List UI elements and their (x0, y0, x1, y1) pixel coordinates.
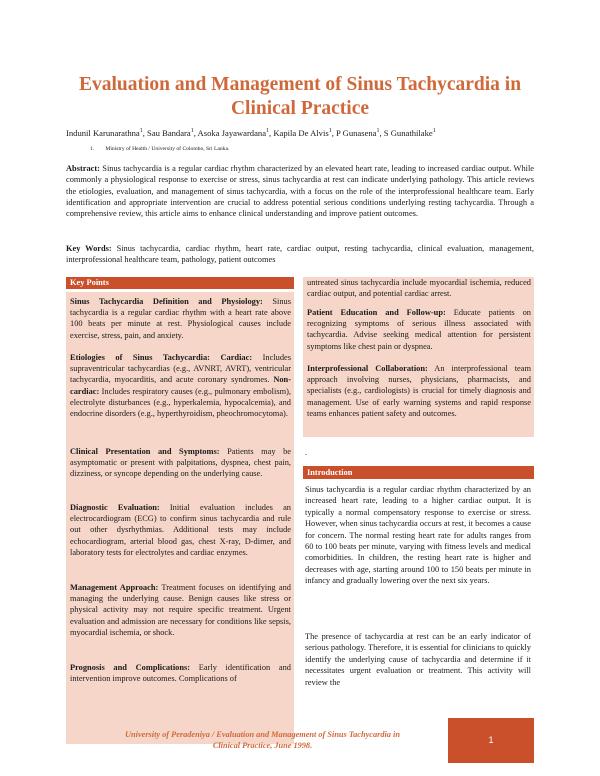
keywords-text: Sinus tachycardia, cardiac rhythm, heart rate, cardiac output, resting tachycardia, clinical evaluation, management, interprofessional healthcare team, pathology, patient outcomes (66, 244, 535, 265)
key-points-box-right (303, 277, 534, 437)
affiliation: 1. Ministry of Health / University of Colombo, Sri Lanka. (90, 146, 230, 152)
introduction-paragraph: Sinus tachycardia is a regular cardiac rhythm characterized by an increased heart rate, leading to a higher cardiac output. It is typically a normal compensatory response to exercise or stress. However, when sinus tachycardia occurs at rest, it becomes a cause for concern. The normal resting heart rate for adults ranges from 60 to 100 beats per minute, varying with fitness levels and medical comorbidities. In children, the resting heart rate is higher and decreases with age, starting around 100 to 150 beats per minute in infancy and gradually lowering over the next six years. (305, 485, 531, 586)
author: Kapila De Alvis (273, 127, 329, 138)
author: S Gunathilake (383, 127, 433, 138)
key-point: untreated sinus tachycardia include myocardial ischemia, reduced cardiac output, and potential cardiac arrest. (307, 278, 531, 299)
paper-title: Evaluation and Management of Sinus Tachycardia in Clinical Practice (78, 74, 522, 119)
key-point: Patient Education and Follow-up: Educate patients on recognizing symptoms of serious illness associated with tachycardia. Advise seeking medical attention for persistent symptoms like chest pain or dyspnea. (307, 308, 531, 351)
abstract (66, 163, 534, 219)
author: Indunil Karunarathna (66, 127, 140, 138)
author: P Gunasena (336, 127, 377, 138)
key-point: Prognosis and Complications: Early identification and intervention improve outcomes. Complications of (70, 663, 291, 684)
key-point: Interprofessional Collaboration: An interprofessional team approach involving nurses, physicians, pharmacists, and specialists (e.g., cardiologists) is crucial for timely diagnosis and management. Use of early warning systems and rapid response teams enhances patient safety and outcomes. (307, 364, 531, 418)
abstract-text: Sinus tachycardia is a regular cardiac rhythm characterized by an elevated heart rate, leading to increased cardiac output. While commonly a physiological response to exercise or stress, sinus tachycardia at rest can indicate underlying pathology. This article reviews the etiologies, evaluation, and management of sinus tachycardia, with a focus on the role of the interprofessional healthcare team. Early identification and appropriate intervention are crucial to address potential serious conditions underlying resting tachycardia. Through a comprehensive review, this article aims to enhance clinical understanding and improve patient outcomes. (66, 164, 534, 219)
author-list: Indunil Karunarathna$^1$, Sau Bandara$^1$, Asoka Jayawardana$^1$, Kapila De Alvis$^1$, P Gunasena$^1$, S Gunathilake$^1$ (66, 127, 436, 138)
author: Sau Bandara (147, 127, 191, 138)
introduction-paragraph: The presence of tachycardia at rest can be an early indicator of serious pathology. Therefore, it is essential for clinicians to quickly identify the underlying cause of tachycardia and determine if it necessitates urgent evaluation or treatment. This activity will review the (305, 632, 531, 687)
author: Asoka Jayawardana (197, 127, 267, 138)
keywords-label: Key Words: (66, 244, 112, 253)
keywords (66, 243, 534, 266)
stray-dot: . (305, 448, 307, 457)
introduction-heading: Introduction (303, 466, 534, 479)
page-number: 1 (448, 718, 534, 763)
key-point: Diagnostic Evaluation: Initial evaluation includes an electrocardiogram (ECG) to confirm sinus tachycardia and rule out other dysrhythmias. Additional tests may include echocardiogram, arterial blood gas, chest X-ray, D-dimer, and laboratory tests for electrolytes and cardiac enzymes. (70, 503, 291, 557)
key-point: Sinus Tachycardia Definition and Physiology: Sinus tachycardia is a regular cardiac rhythm with a heart rate above 100 beats per minute at rest. Physiological causes include exercise, stress, pain, and anxiety. (70, 297, 292, 340)
key-points-box-left (66, 292, 294, 744)
footer-citation: University of Peradeniya / Evaluation and Management of Sinus Tachycardia in Clinical Practice, June 1998. (125, 730, 400, 750)
key-point: Management Approach: Treatment focuses on identifying and managing the underlying cause. Benign causes like stress or physical activity may not require specific treatment. Urgent evaluation and admission are necessary for conditions like sepsis, myocardial ischemia, or shock. (70, 583, 291, 637)
abstract-label: Abstract: (66, 164, 100, 173)
key-point: Etiologies of Sinus Tachycardia: Cardiac: Includes supraventricular tachycardias (e.g., AVNRT, AVRT), ventricular tachycardia, myocarditis, and acute coronary syndromes. Non-cardiac: Includes respiratory causes (e.g., pulmonary embolism), electrolyte disturbances (e.g., hyperkalemia, hypocalcemia), and endocrine disorders (e.g., hyperthyroidism, pheochromocytoma). (70, 353, 291, 419)
key-point: Clinical Presentation and Symptoms: Patients may be asymptomatic or present with palpitations, dyspnea, chest pain, dizziness, or syncope depending on the underlying cause. (70, 447, 291, 479)
key-points-heading: Key Points (66, 277, 294, 289)
